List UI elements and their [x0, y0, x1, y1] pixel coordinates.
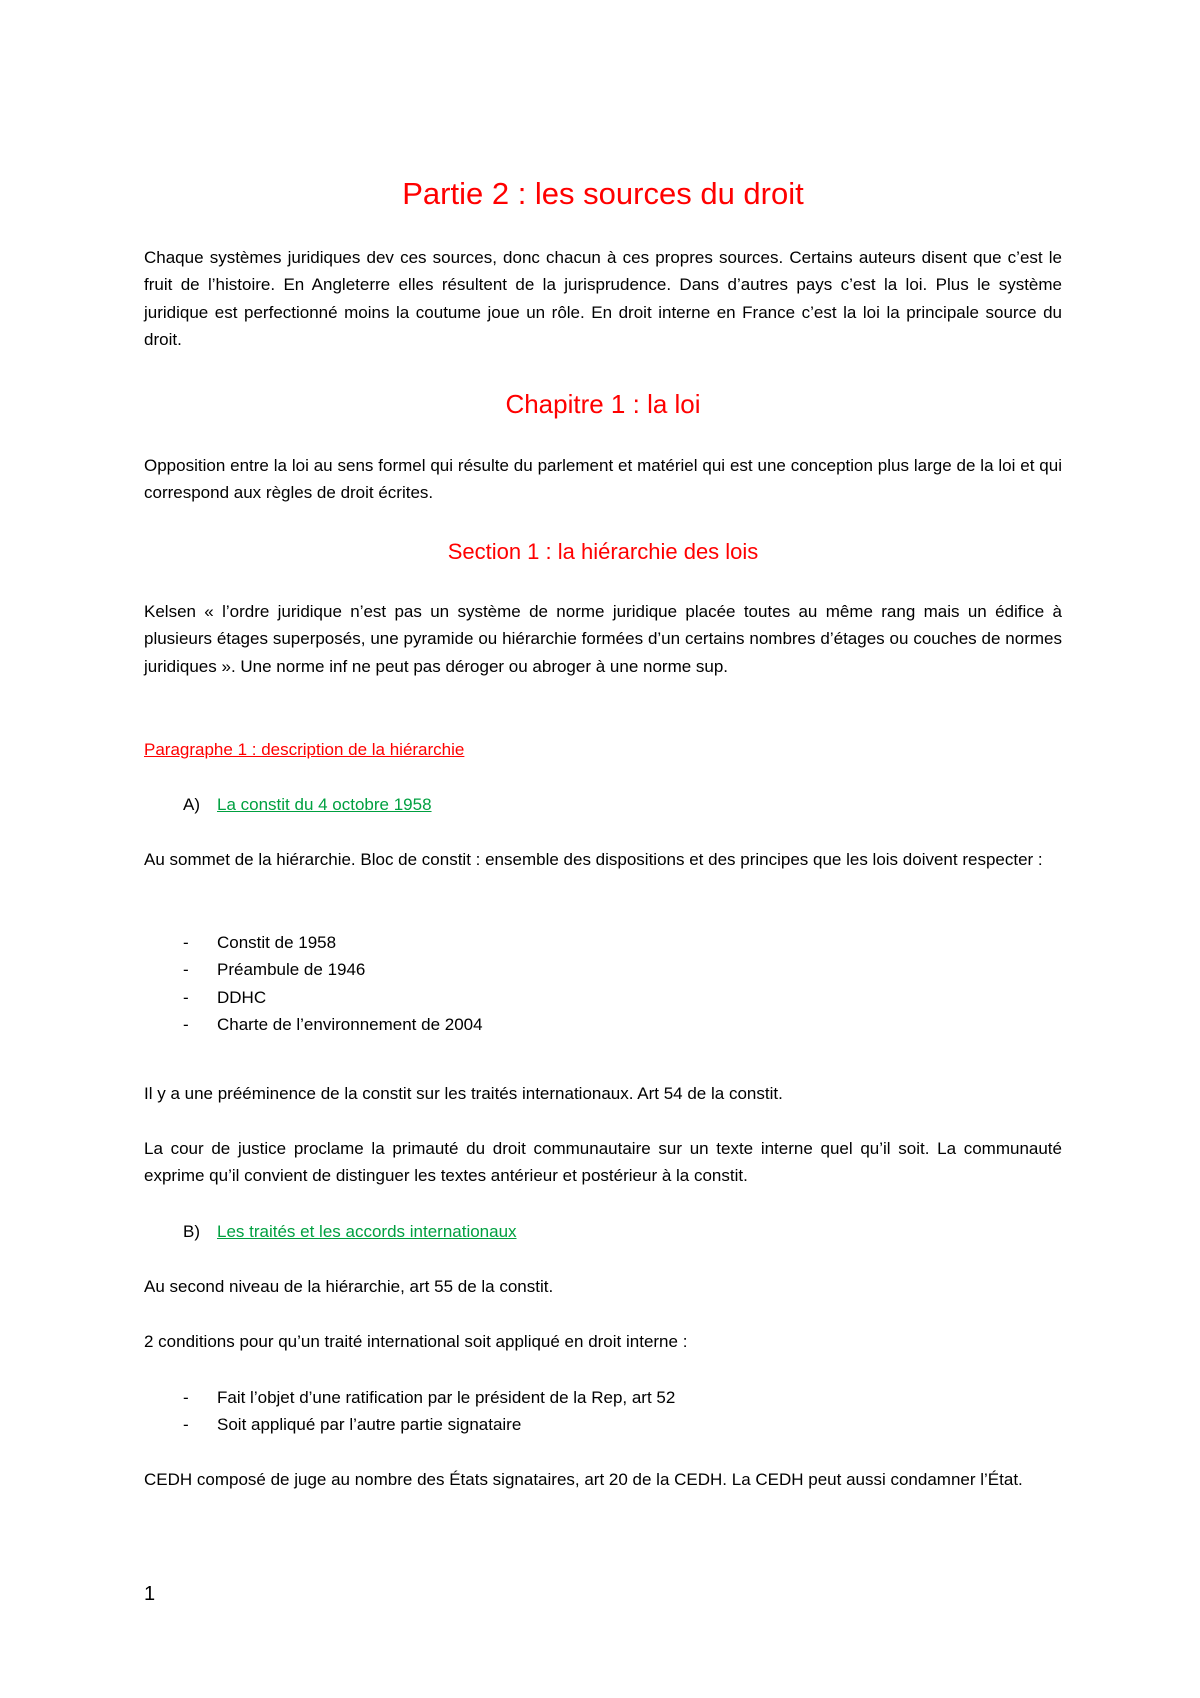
list-item: - Charte de l’environnement de 2004 [183, 1015, 483, 1035]
part-b-letter: B) [183, 1222, 200, 1241]
part-a-bullet-list [183, 929, 483, 1039]
section-paragraph: Kelsen « l’ordre juridique n’est pas un système de norme juridique placée toutes au même rang mais un édifice à plusieurs étages superposés, une pyramide ou hiérarchie formées d’un certains nombres d’étages ou couches de normes juridiques ». Une norme inf ne peut pas déroger ou abroger à une norme sup. [144, 602, 1062, 676]
intro-paragraph: Chaque systèmes juridiques dev ces sources, donc chacun à ces propres sources. Certains auteurs disent que c’est le fruit de l’histoire. En Angleterre elles résultent de la jurisprudence. Dans d’autres pays c’est la loi. Plus le système juridique est perfectionné moins la coutume joue un rôle. En droit interne en France c’est la loi la principale source du droit. [144, 248, 1062, 350]
chapter-paragraph: Opposition entre la loi au sens formel qui résulte du parlement et matériel qui est une conception plus large de la loi et qui correspond aux règles de droit écrites. [144, 456, 1062, 503]
part-b-paragraph-1: Au second niveau de la hiérarchie, art 55 de la constit. [144, 1277, 554, 1296]
part-b-heading [183, 1218, 517, 1245]
part-b-bullet-list [183, 1384, 675, 1439]
part-a-paragraph-2: Il y a une prééminence de la constit sur les traités internationaux. Art 54 de la constit. [144, 1084, 783, 1103]
chapter-title: Chapitre 1 : la loi [505, 389, 701, 419]
list-item: - DDHC [183, 987, 267, 1007]
part-b-paragraph-2: 2 conditions pour qu’un traité international soit appliqué en droit interne : [144, 1332, 688, 1351]
section-title: Section 1 : la hiérarchie des lois [447, 539, 759, 564]
list-item: - Soit appliqué par l’autre partie signataire [183, 1415, 522, 1435]
part-a-paragraph-3: La cour de justice proclame la primauté du droit communautaire sur un texte interne quel qu’il soit. La communauté exprime qu’il convient de distinguer les textes antérieur et postérieur à la constit. [144, 1139, 1062, 1186]
part-title: Partie 2 : les sources du droit [402, 176, 804, 211]
part-a-letter: A) [183, 795, 200, 814]
list-item: - Fait l’objet d’une ratification par le président de la Rep, art 52 [183, 1388, 676, 1407]
list-item: - Préambule de 1946 [183, 960, 366, 980]
part-a-title-link[interactable]: La constit du 4 octobre 1958 [217, 795, 432, 814]
part-a-heading [183, 791, 432, 818]
part-a-paragraph-1: Au sommet de la hiérarchie. Bloc de constit : ensemble des dispositions et des principes que les lois doivent respecter : [144, 850, 1043, 869]
paragraph-heading: Paragraphe 1 : description de la hiérarchie [144, 740, 465, 759]
page-number: 1 [144, 1583, 156, 1605]
part-b-title-link[interactable]: Les traités et les accords internationaux [217, 1222, 517, 1241]
part-b-paragraph-3: CEDH composé de juge au nombre des États signataires, art 20 de la CEDH. La CEDH peut aussi condamner l’État. [144, 1470, 1023, 1489]
list-item: - Constit de 1958 [183, 933, 337, 952]
